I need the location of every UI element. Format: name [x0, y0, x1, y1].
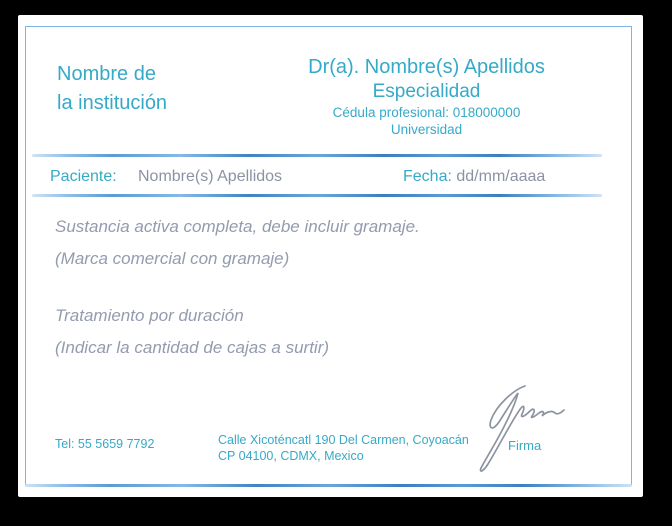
prescription-block-treatment — [55, 300, 329, 364]
prescription-card — [18, 15, 643, 497]
prescription-block-substance — [55, 211, 420, 275]
prescription-line-treatment: Tratamiento por duración — [55, 306, 244, 325]
date-group — [403, 168, 545, 186]
doctor-university: Universidad — [390, 122, 463, 137]
patient-name-value: Nombre(s) Apellidos — [138, 168, 283, 185]
signature-image — [468, 379, 568, 479]
doctor-specialty: Especialidad — [372, 81, 481, 102]
patient-label: Paciente: — [50, 168, 117, 185]
prescription-line-quantity: (Indicar la cantidad de cajas a surtir) — [55, 338, 330, 357]
doctor-license: Cédula profesional: 018000000 — [332, 105, 521, 120]
institution-name-line1: Nombre de — [57, 63, 156, 85]
address-line2: CP 04100, CDMX, Mexico — [218, 448, 364, 463]
address-line1: Calle Xicoténcatl 190 Del Carmen, Coyoacán — [218, 433, 469, 447]
signature-label: Firma — [508, 438, 542, 453]
footer-rule-line — [25, 484, 632, 487]
institution-name-line2: la institución — [57, 92, 168, 114]
separator-line-top — [32, 154, 602, 157]
separator-line-bottom — [32, 194, 602, 197]
date-value: dd/mm/aaaa — [456, 168, 546, 185]
prescription-line-substance: Sustancia activa completa, debe incluir gramaje. — [55, 217, 420, 236]
date-label: Fecha: — [403, 168, 452, 185]
doctor-header — [254, 55, 599, 138]
signature-stroke — [480, 386, 564, 471]
clinic-address — [218, 433, 469, 464]
doctor-name: Dr(a). Nombre(s) Apellidos — [308, 56, 545, 78]
institution-name — [57, 60, 167, 118]
phone-number: Tel: 55 5659 7792 — [55, 437, 155, 451]
prescription-line-brand: (Marca comercial con gramaje) — [55, 249, 290, 268]
